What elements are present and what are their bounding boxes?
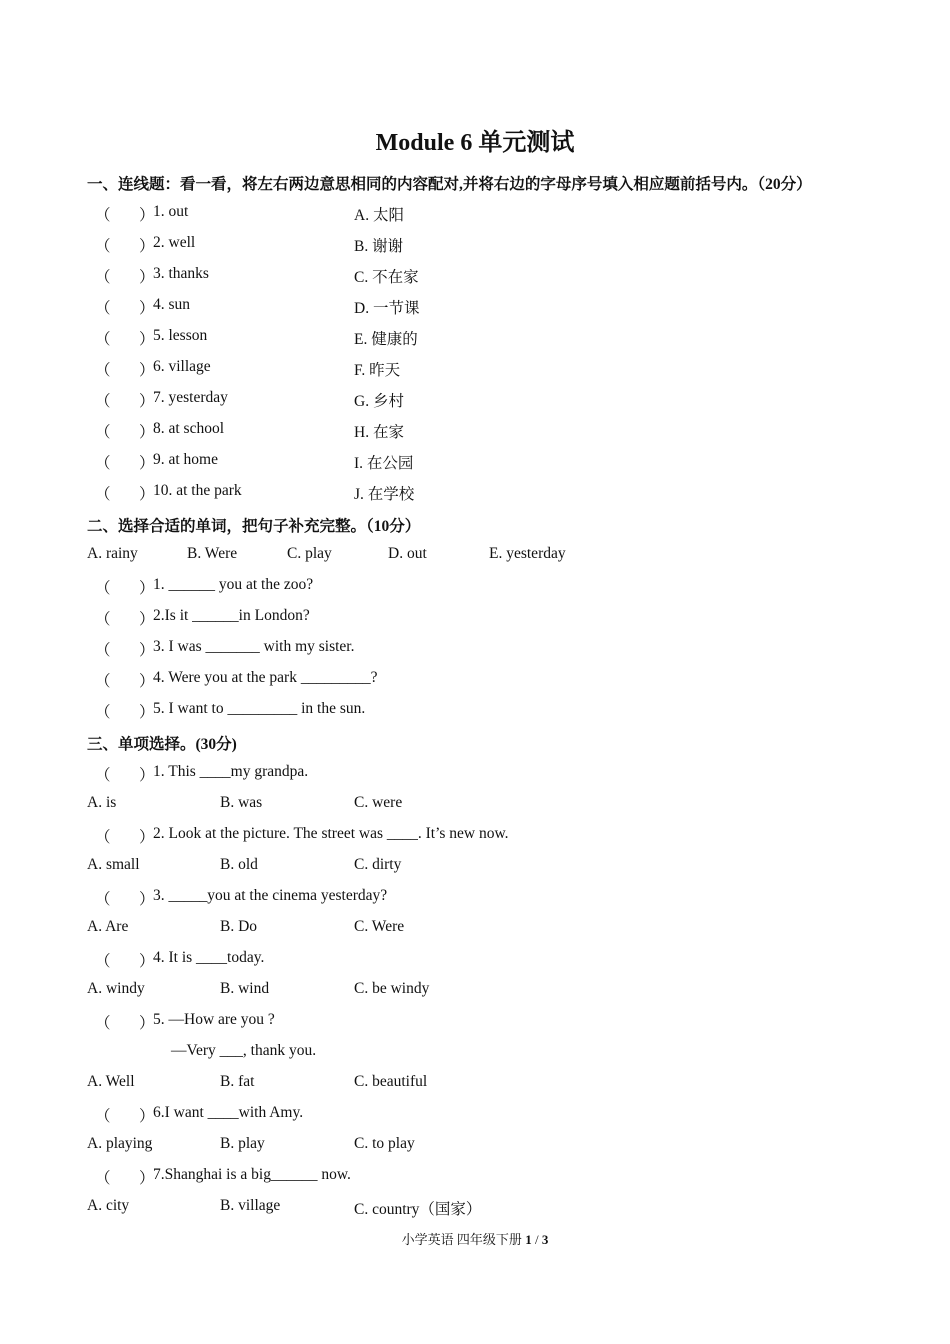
answer-paren-close: ） [139,486,155,503]
match-option: H. 在家 [354,424,404,441]
section-2-heading: 二、选择合适的单词，把句子补充完整。（10分） [87,518,421,535]
match-option: F. 昨天 [354,362,401,379]
question-text: 7.Shanghai is a big______ now. [153,1166,351,1183]
answer-paren-close: ） [139,704,155,721]
question-text: 1. out [153,203,189,220]
choice-option: B. play [220,1135,265,1152]
footer-separator: / [531,1232,542,1247]
footer-text: 小学英语 四年级下册 [401,1232,526,1247]
answer-paren-open: （ [95,891,111,908]
choice-option: C. country（国家） [354,1201,482,1218]
question-text: 2. Look at the picture. The street was ____. It’s new now. [153,825,509,842]
match-option: J. 在学校 [354,486,415,503]
answer-paren-open: （ [95,207,111,224]
answer-paren-close: ） [139,891,155,908]
question-text: 4. It is ____today. [153,949,265,966]
answer-paren-open: （ [95,331,111,348]
answer-paren-close: ） [139,767,155,784]
section-1-heading: 一、连线题：看一看，将左右两边意思相同的内容配对,并将右边的字母序号填入相应题前括号内。（20分） [87,176,812,193]
answer-paren-close: ） [139,580,155,597]
answer-paren-open: （ [95,300,111,317]
answer-paren-open: （ [95,424,111,441]
question-text: 1. ______ you at the zoo? [153,576,314,593]
question-text: 10. at the park [153,482,242,499]
answer-paren-open: （ [95,362,111,379]
match-option: A. 太阳 [354,207,404,224]
choice-option: B. fat [220,1073,255,1090]
answer-paren-close: ） [139,1108,155,1125]
match-option: B. 谢谢 [354,238,404,255]
choice-option: C. be windy [354,980,430,997]
question-text: 3. I was _______ with my sister. [153,638,355,655]
answer-paren-open: （ [95,393,111,410]
question-text: 4. sun [153,296,191,313]
answer-paren-close: ） [139,238,155,255]
word-option: C. play [287,545,332,562]
answer-paren-close: ） [139,455,155,472]
choice-option: C. Were [354,918,405,935]
section-3-heading: 三、单项选择。(30分) [87,736,237,753]
answer-paren-close: ） [139,331,155,348]
question-text: 9. at home [153,451,218,468]
answer-paren-close: ） [139,362,155,379]
answer-paren-open: （ [95,611,111,628]
choice-option: B. old [220,856,258,873]
answer-paren-close: ） [139,207,155,224]
match-option: I. 在公园 [354,455,414,472]
answer-paren-close: ） [139,829,155,846]
footer-page-number: 1 [525,1232,532,1247]
page-footer [0,1229,950,1248]
answer-paren-open: （ [95,1108,111,1125]
question-text: 3. _____you at the cinema yesterday? [153,887,388,904]
choice-option: A. Are [87,918,129,935]
choice-option: A. windy [87,980,145,997]
answer-paren-open: （ [95,455,111,472]
answer-paren-close: ） [139,269,155,286]
answer-paren-open: （ [95,704,111,721]
question-text: 5. lesson [153,327,208,344]
choice-option: A. city [87,1197,130,1214]
choice-option: B. Do [220,918,258,935]
answer-paren-open: （ [95,829,111,846]
answer-paren-close: ） [139,1015,155,1032]
choice-option: C. were [354,794,403,811]
word-option: A. rainy [87,545,138,562]
answer-paren-open: （ [95,238,111,255]
question-text: 6.I want ____with Amy. [153,1104,304,1121]
choice-option: C. dirty [354,856,402,873]
answer-paren-close: ） [139,642,155,659]
question-text: 2.Is it ______in London? [153,607,310,624]
question-text: 3. thanks [153,265,209,282]
choice-option: B. village [220,1197,281,1214]
answer-paren-close: ） [139,393,155,410]
answer-paren-open: （ [95,642,111,659]
match-option: G. 乡村 [354,393,404,410]
question-text: 5. —How are you ? [153,1011,275,1028]
choice-option: C. to play [354,1135,415,1152]
choice-option: A. is [87,794,117,811]
answer-paren-close: ） [139,953,155,970]
word-option: B. Were [187,545,238,562]
answer-paren-open: （ [95,673,111,690]
question-text: 6. village [153,358,211,375]
choice-option: A. small [87,856,140,873]
word-option: D. out [388,545,427,562]
choice-option: A. playing [87,1135,153,1152]
question-text: 4. Were you at the park _________? [153,669,378,686]
footer-total-pages: 3 [541,1232,549,1247]
answer-paren-open: （ [95,767,111,784]
answer-paren-open: （ [95,486,111,503]
question-text: —Very ___, thank you. [171,1042,317,1059]
match-option: E. 健康的 [354,331,418,348]
question-text: 7. yesterday [153,389,228,406]
answer-paren-open: （ [95,1015,111,1032]
answer-paren-open: （ [95,580,111,597]
answer-paren-close: ） [139,611,155,628]
answer-paren-open: （ [95,1170,111,1187]
question-text: 2. well [153,234,196,251]
question-text: 1. This ____my grandpa. [153,763,309,780]
answer-paren-close: ） [139,673,155,690]
choice-option: C. beautiful [354,1073,428,1090]
choice-option: A. Well [87,1073,135,1090]
answer-paren-open: （ [95,953,111,970]
choice-option: B. wind [220,980,270,997]
answer-paren-close: ） [139,1170,155,1187]
answer-paren-open: （ [95,269,111,286]
match-option: C. 不在家 [354,269,419,286]
word-option: E. yesterday [489,545,566,562]
answer-paren-close: ） [139,300,155,317]
match-option: D. 一节课 [354,300,420,317]
answer-paren-close: ） [139,424,155,441]
choice-option: B. was [220,794,263,811]
page-title: Module 6 单元测试 [375,130,575,156]
question-text: 5. I want to _________ in the sun. [153,700,366,717]
question-text: 8. at school [153,420,225,437]
